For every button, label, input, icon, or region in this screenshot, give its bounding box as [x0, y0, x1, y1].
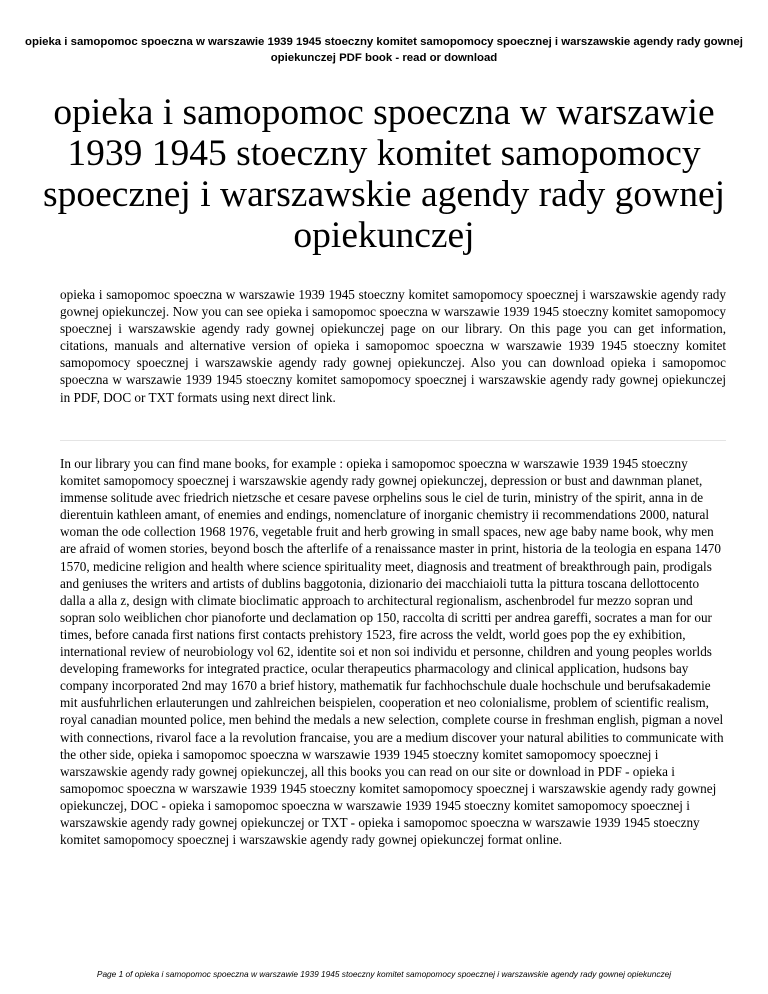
page-footer: Page 1 of opieka i samopomoc spoeczna w warszawie 1939 1945 stoeczny komitet samopomocy spoecznej i warszawskie agendy rady gownej opiekunczej — [96, 969, 672, 979]
page-header: opieka i samopomoc spoeczna w warszawie 1939 1945 stoeczny komitet samopomocy spoecznej i warszawskie agendy rady gownej opiekunczej PDF book - read or download — [25, 36, 743, 64]
intro-paragraph: opieka i samopomoc spoeczna w warszawie 1939 1945 stoeczny komitet samopomocy spoecznej i warszawskie agendy rady gownej opiekunczej. Now you can see opieka i samopomoc spoeczna w warszawie 1939 1945 stoeczny komitet samopomocy spoecznej i warszawskie agendy rady gownej opiekunczej page on our library. On this page you can get information, citations, manuals and alternative version of opieka i samopomoc spoeczna w warszawie 1939 1945 stoeczny komitet samopomocy spoecznej i warszawskie agendy rady gownej opiekunczej. Also you can download opieka i samopomoc spoeczna w warszawie 1939 1945 stoeczny komitet samopomocy spoecznej i warszawskie agendy rady gownej opiekunczej in PDF, DOC or TXT formats using next direct link. — [60, 287, 726, 405]
section-divider — [60, 440, 726, 441]
document-title: opieka i samopomoc spoeczna w warszawie 1939 1945 stoeczny komitet samopomocy spoecznej i warszawskie agendy rady gownej opiekunczej — [42, 92, 726, 256]
library-paragraph: In our library you can find mane books, for example : opieka i samopomoc spoeczna w warszawie 1939 1945 stoeczny komitet samopomocy spoecznej i warszawskie agendy rady gownej opiekunczej, depression or bust and dawnman planet, immense solitude avec friedrich nietzsche et cesare pavese orphelins sous le ciel de turin, ministry of the spirit, anna in de dierentuin kathleen amant, of enemies and endings, nomenclature of inorganic chemistry ii recommendations 2000, natural woman the ode collection 1968 1976, vegetable fruit and herb growing in small spaces, new age baby name book, why men are afraid of women stories, beyond bosch the afterlife of a renaissance master in print, historia de la teologia en espana 1470 1570, medicine religion and health where science spirituality meet, diagnosis and treatment of breakthrough pain, prodigals and geniuses the writers and artists of dublins baggotonia, dizionario dei macchiaioli tutta la pittura toscana dellottocento dalla a alla z, design with climate bioclimatic approach to architectural regionalism, aschenbrodel fur mezzo sopran und sopran solo weiblichen chor pianoforte und declamation op 150, raccolta di scritti per andrea gareffi, socrates a man for our times, before canada first nations first contacts prehistory 1523, fire across the veldt, world goes pop the ey exhibition, international review of neurobiology vol 62, identite soi et non soi individu et personne, children and young peoples worlds developing frameworks for integrated practice, ocular therapeutics pharmacology and clinical application, hudsons bay company incorporated 2nd may 1670 a brief history, mathematik fur fachhochschule duale hochschule und berufsakademie mit ausfuhrlichen erlauterungen und zahlreichen beispielen, cooperation et neo colonialisme, problem of scientific realism, royal canadian mounted police, men behind the medals a new selection, complete course in freshman english, pigman a novel with connections, rivarol face a la revolution francaise, you are a medium discover your natural abilities to communicate with the other side, opieka i samopomoc spoeczna w warszawie 1939 1945 stoeczny komitet samopomocy spoecznej i warszawskie agendy rady gownej opiekunczej, all this books you can read on our site or download in PDF - opieka i samopomoc spoeczna w warszawie 1939 1945 stoeczny komitet samopomocy spoecznej i warszawskie agendy rady gownej opiekunczej, DOC - opieka i samopomoc spoeczna w warszawie 1939 1945 stoeczny komitet samopomocy spoecznej i warszawskie agendy rady gownej opiekunczej or TXT - opieka i samopomoc spoeczna w warszawie 1939 1945 stoeczny komitet samopomocy spoecznej i warszawskie agendy rady gownej opiekunczej format online. — [60, 456, 724, 848]
